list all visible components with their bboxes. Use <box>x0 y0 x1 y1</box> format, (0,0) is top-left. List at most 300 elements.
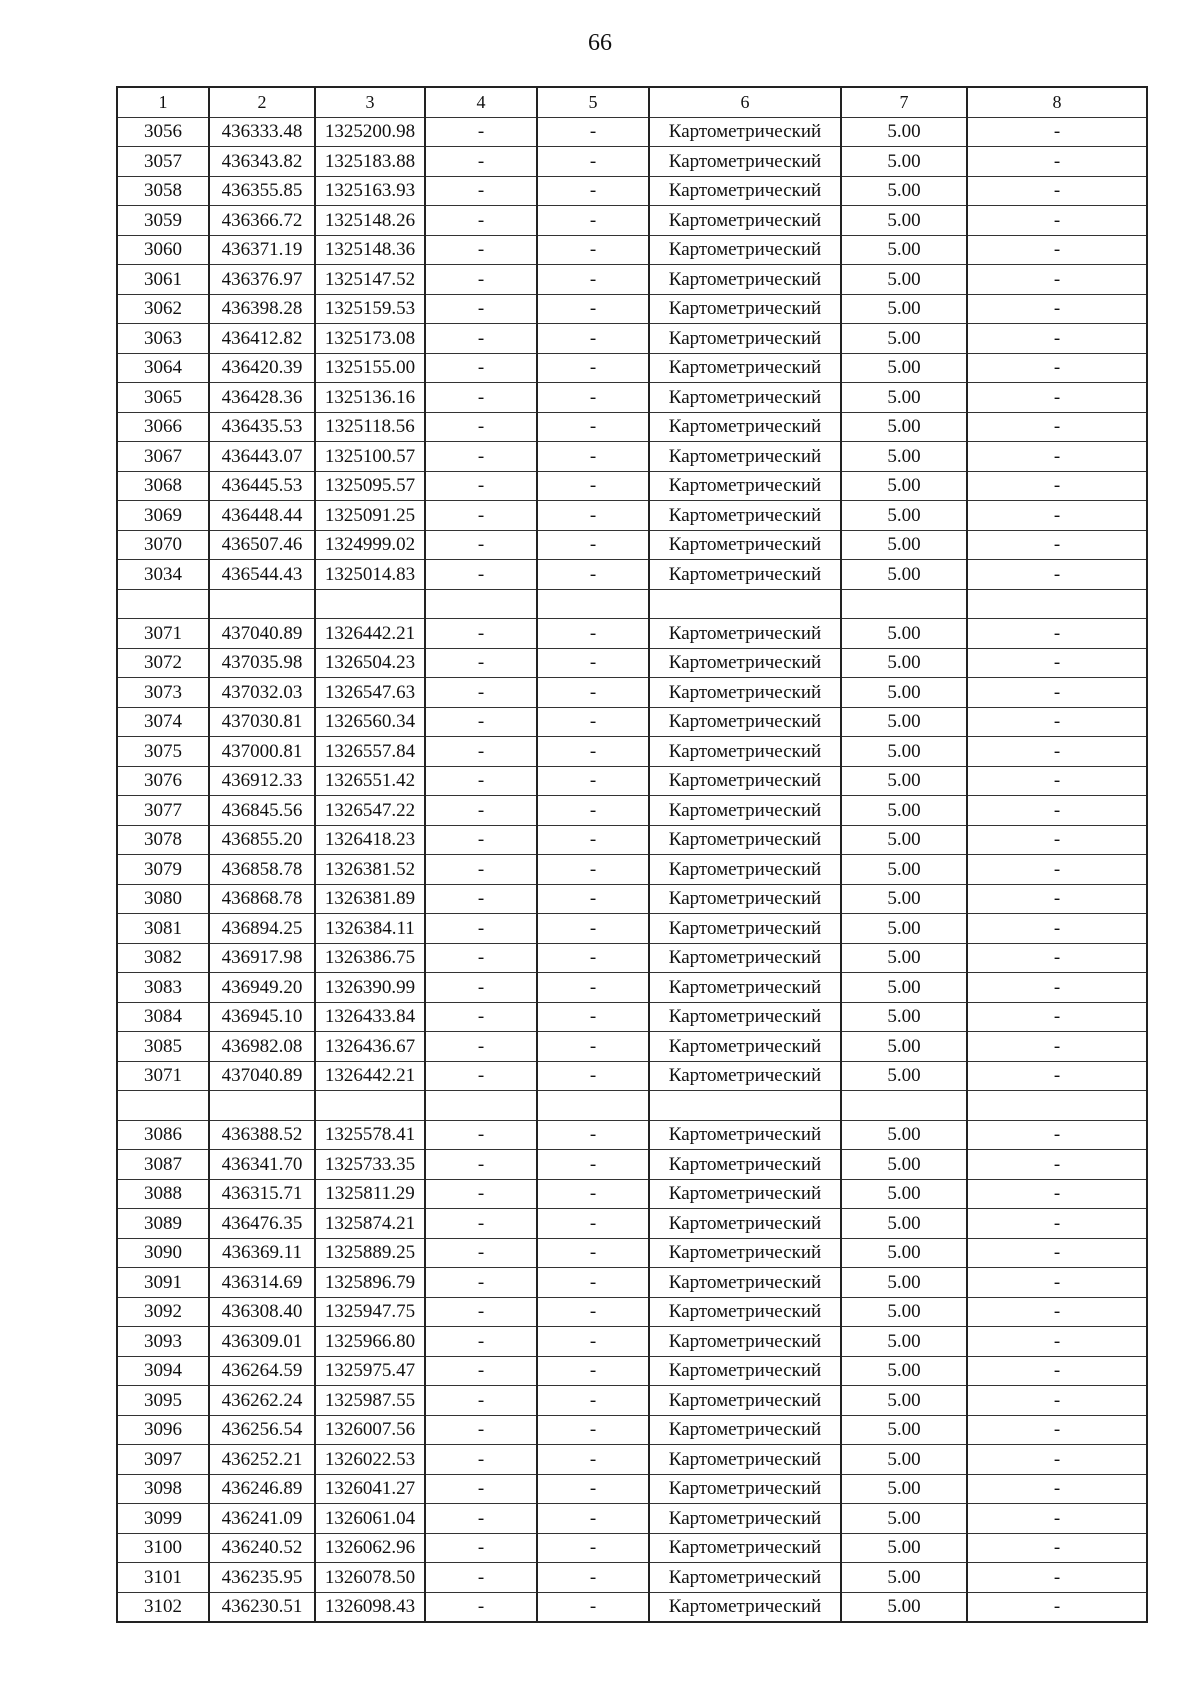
col5-cell: - <box>537 1032 649 1062</box>
accuracy-cell: 5.00 <box>841 501 967 531</box>
accuracy-cell: 5.00 <box>841 1356 967 1386</box>
table-row <box>117 471 1147 501</box>
col4-cell: - <box>425 1327 537 1357</box>
point-number-cell: 3069 <box>117 501 209 531</box>
point-number-cell: 3073 <box>117 678 209 708</box>
point-number-cell: 3081 <box>117 914 209 944</box>
y-coordinate-cell: 1325091.25 <box>315 501 425 531</box>
table-row <box>117 1474 1147 1504</box>
x-coordinate-cell: 436315.71 <box>209 1179 315 1209</box>
col5-cell: - <box>537 1533 649 1563</box>
x-coordinate-cell: 436256.54 <box>209 1415 315 1445</box>
x-coordinate-cell: 436412.82 <box>209 324 315 354</box>
x-coordinate-cell: 436376.97 <box>209 265 315 295</box>
y-coordinate-cell: 1325874.21 <box>315 1209 425 1239</box>
col5-cell: - <box>537 117 649 147</box>
accuracy-cell: 5.00 <box>841 471 967 501</box>
y-coordinate-cell: 1325987.55 <box>315 1386 425 1416</box>
accuracy-cell: 5.00 <box>841 1061 967 1091</box>
col5-cell: - <box>537 737 649 767</box>
y-coordinate-cell <box>315 1091 425 1121</box>
col8-cell: - <box>967 737 1147 767</box>
x-coordinate-cell: 436371.19 <box>209 235 315 265</box>
col8-cell: - <box>967 855 1147 885</box>
point-number-cell: 3071 <box>117 619 209 649</box>
col4-cell <box>425 589 537 619</box>
col4-cell: - <box>425 294 537 324</box>
method-cell: Картометрический <box>649 176 841 206</box>
col5-cell: - <box>537 796 649 826</box>
col8-cell: - <box>967 1327 1147 1357</box>
accuracy-cell: 5.00 <box>841 265 967 295</box>
accuracy-cell: 5.00 <box>841 766 967 796</box>
point-number-cell: 3096 <box>117 1415 209 1445</box>
col4-cell: - <box>425 117 537 147</box>
y-coordinate-cell: 1326504.23 <box>315 648 425 678</box>
accuracy-cell: 5.00 <box>841 825 967 855</box>
point-number-cell: 3070 <box>117 530 209 560</box>
table-row <box>117 206 1147 236</box>
table-row <box>117 383 1147 413</box>
method-cell: Картометрический <box>649 943 841 973</box>
point-number-cell: 3077 <box>117 796 209 826</box>
accuracy-cell: 5.00 <box>841 1445 967 1475</box>
separator-row <box>117 589 1147 619</box>
col8-cell: - <box>967 265 1147 295</box>
col5-cell: - <box>537 1061 649 1091</box>
col4-cell: - <box>425 1268 537 1298</box>
point-number-cell: 3080 <box>117 884 209 914</box>
y-coordinate-cell: 1325896.79 <box>315 1268 425 1298</box>
point-number-cell: 3084 <box>117 1002 209 1032</box>
col8-cell: - <box>967 678 1147 708</box>
accuracy-cell: 5.00 <box>841 147 967 177</box>
col4-cell: - <box>425 1356 537 1386</box>
point-number-cell: 3067 <box>117 442 209 472</box>
col8-cell: - <box>967 442 1147 472</box>
col8-cell: - <box>967 766 1147 796</box>
point-number-cell <box>117 1091 209 1121</box>
y-coordinate-cell: 1326547.22 <box>315 796 425 826</box>
accuracy-cell: 5.00 <box>841 796 967 826</box>
col8-cell: - <box>967 914 1147 944</box>
table-row <box>117 973 1147 1003</box>
y-coordinate-cell: 1325578.41 <box>315 1120 425 1150</box>
method-cell: Картометрический <box>649 1209 841 1239</box>
col5-cell: - <box>537 206 649 236</box>
col4-cell: - <box>425 147 537 177</box>
table-row <box>117 1268 1147 1298</box>
x-coordinate-cell: 436949.20 <box>209 973 315 1003</box>
x-coordinate-cell: 436982.08 <box>209 1032 315 1062</box>
col8-cell: - <box>967 1474 1147 1504</box>
point-number-cell: 3079 <box>117 855 209 885</box>
col8-cell: - <box>967 530 1147 560</box>
col4-cell: - <box>425 1238 537 1268</box>
col5-cell: - <box>537 1474 649 1504</box>
y-coordinate-cell: 1325148.26 <box>315 206 425 236</box>
y-coordinate-cell: 1325100.57 <box>315 442 425 472</box>
method-cell: Картометрический <box>649 855 841 885</box>
accuracy-cell: 5.00 <box>841 855 967 885</box>
col5-cell: - <box>537 1356 649 1386</box>
table-row <box>117 1209 1147 1239</box>
x-coordinate-cell <box>209 589 315 619</box>
x-coordinate-cell: 437030.81 <box>209 707 315 737</box>
col5-cell: - <box>537 707 649 737</box>
y-coordinate-cell: 1326557.84 <box>315 737 425 767</box>
col5-cell: - <box>537 678 649 708</box>
col5-cell: - <box>537 1563 649 1593</box>
point-number-cell: 3057 <box>117 147 209 177</box>
accuracy-cell: 5.00 <box>841 884 967 914</box>
col8-cell: - <box>967 1563 1147 1593</box>
y-coordinate-cell: 1326551.42 <box>315 766 425 796</box>
x-coordinate-cell: 437000.81 <box>209 737 315 767</box>
table-row <box>117 324 1147 354</box>
point-number-cell: 3097 <box>117 1445 209 1475</box>
method-cell: Картометрический <box>649 707 841 737</box>
method-cell: Картометрический <box>649 235 841 265</box>
point-number-cell: 3088 <box>117 1179 209 1209</box>
table-row <box>117 1563 1147 1593</box>
col5-cell: - <box>537 1179 649 1209</box>
col8-cell: - <box>967 1386 1147 1416</box>
point-number-cell: 3098 <box>117 1474 209 1504</box>
column-header: 7 <box>841 87 967 117</box>
accuracy-cell: 5.00 <box>841 412 967 442</box>
table-row <box>117 1327 1147 1357</box>
table-row <box>117 1592 1147 1622</box>
table-row <box>117 1150 1147 1180</box>
method-cell: Картометрический <box>649 1002 841 1032</box>
accuracy-cell: 5.00 <box>841 1533 967 1563</box>
accuracy-cell: 5.00 <box>841 648 967 678</box>
x-coordinate-cell: 436443.07 <box>209 442 315 472</box>
col5-cell <box>537 1091 649 1121</box>
table-row <box>117 353 1147 383</box>
y-coordinate-cell: 1325733.35 <box>315 1150 425 1180</box>
col4-cell: - <box>425 855 537 885</box>
point-number-cell: 3100 <box>117 1533 209 1563</box>
y-coordinate-cell: 1326022.53 <box>315 1445 425 1475</box>
col5-cell: - <box>537 914 649 944</box>
col4-cell: - <box>425 1445 537 1475</box>
point-number-cell: 3074 <box>117 707 209 737</box>
x-coordinate-cell: 437040.89 <box>209 619 315 649</box>
method-cell: Картометрический <box>649 265 841 295</box>
col8-cell <box>967 589 1147 619</box>
point-number-cell: 3062 <box>117 294 209 324</box>
x-coordinate-cell: 436544.43 <box>209 560 315 590</box>
method-cell: Картометрический <box>649 1238 841 1268</box>
y-coordinate-cell: 1325155.00 <box>315 353 425 383</box>
point-number-cell: 3071 <box>117 1061 209 1091</box>
table-row <box>117 884 1147 914</box>
col8-cell: - <box>967 353 1147 383</box>
col5-cell: - <box>537 147 649 177</box>
column-header: 4 <box>425 87 537 117</box>
col8-cell: - <box>967 560 1147 590</box>
table-row <box>117 914 1147 944</box>
col4-cell: - <box>425 1415 537 1445</box>
col4-cell: - <box>425 560 537 590</box>
table-row <box>117 1504 1147 1534</box>
col4-cell: - <box>425 176 537 206</box>
y-coordinate-cell: 1325163.93 <box>315 176 425 206</box>
col8-cell: - <box>967 1238 1147 1268</box>
col4-cell: - <box>425 914 537 944</box>
col8-cell: - <box>967 973 1147 1003</box>
point-number-cell: 3089 <box>117 1209 209 1239</box>
y-coordinate-cell: 1325889.25 <box>315 1238 425 1268</box>
table-row <box>117 412 1147 442</box>
col4-cell: - <box>425 648 537 678</box>
col8-cell: - <box>967 648 1147 678</box>
x-coordinate-cell: 436355.85 <box>209 176 315 206</box>
col4-cell: - <box>425 1032 537 1062</box>
method-cell <box>649 1091 841 1121</box>
table-row <box>117 265 1147 295</box>
table-row <box>117 1238 1147 1268</box>
col4-cell: - <box>425 766 537 796</box>
accuracy-cell: 5.00 <box>841 1150 967 1180</box>
col5-cell: - <box>537 265 649 295</box>
table-row <box>117 1356 1147 1386</box>
accuracy-cell: 5.00 <box>841 1268 967 1298</box>
y-coordinate-cell: 1325159.53 <box>315 294 425 324</box>
x-coordinate-cell <box>209 1091 315 1121</box>
col4-cell: - <box>425 1592 537 1622</box>
accuracy-cell: 5.00 <box>841 235 967 265</box>
point-number-cell: 3082 <box>117 943 209 973</box>
col4-cell: - <box>425 501 537 531</box>
y-coordinate-cell: 1326442.21 <box>315 1061 425 1091</box>
accuracy-cell: 5.00 <box>841 117 967 147</box>
col5-cell: - <box>537 1150 649 1180</box>
point-number-cell: 3087 <box>117 1150 209 1180</box>
col4-cell: - <box>425 1179 537 1209</box>
col5-cell: - <box>537 442 649 472</box>
col8-cell: - <box>967 1504 1147 1534</box>
method-cell: Картометрический <box>649 1061 841 1091</box>
col8-cell: - <box>967 1533 1147 1563</box>
col4-cell: - <box>425 737 537 767</box>
accuracy-cell: 5.00 <box>841 737 967 767</box>
table-row <box>117 707 1147 737</box>
accuracy-cell: 5.00 <box>841 560 967 590</box>
table-row <box>117 796 1147 826</box>
col5-cell: - <box>537 1327 649 1357</box>
y-coordinate-cell: 1326062.96 <box>315 1533 425 1563</box>
col5-cell: - <box>537 943 649 973</box>
col8-cell: - <box>967 707 1147 737</box>
column-header: 1 <box>117 87 209 117</box>
table-row <box>117 737 1147 767</box>
col5-cell: - <box>537 294 649 324</box>
y-coordinate-cell: 1326078.50 <box>315 1563 425 1593</box>
x-coordinate-cell: 436309.01 <box>209 1327 315 1357</box>
col8-cell: - <box>967 294 1147 324</box>
table-row <box>117 766 1147 796</box>
col5-cell: - <box>537 1120 649 1150</box>
point-number-cell: 3056 <box>117 117 209 147</box>
col8-cell: - <box>967 1150 1147 1180</box>
x-coordinate-cell: 436868.78 <box>209 884 315 914</box>
x-coordinate-cell: 436435.53 <box>209 412 315 442</box>
table-row <box>117 501 1147 531</box>
point-number-cell: 3095 <box>117 1386 209 1416</box>
x-coordinate-cell: 436476.35 <box>209 1209 315 1239</box>
col4-cell: - <box>425 1061 537 1091</box>
x-coordinate-cell: 436945.10 <box>209 1002 315 1032</box>
col4-cell: - <box>425 1209 537 1239</box>
table-row <box>117 235 1147 265</box>
y-coordinate-cell: 1325136.16 <box>315 383 425 413</box>
accuracy-cell: 5.00 <box>841 176 967 206</box>
column-header: 2 <box>209 87 315 117</box>
accuracy-cell: 5.00 <box>841 206 967 236</box>
method-cell: Картометрический <box>649 1120 841 1150</box>
point-number-cell: 3086 <box>117 1120 209 1150</box>
col4-cell: - <box>425 796 537 826</box>
table-row <box>117 442 1147 472</box>
table-row <box>117 1445 1147 1475</box>
col4-cell: - <box>425 973 537 1003</box>
method-cell: Картометрический <box>649 147 841 177</box>
y-coordinate-cell: 1326547.63 <box>315 678 425 708</box>
col4-cell: - <box>425 471 537 501</box>
table-body <box>117 87 1147 1622</box>
col5-cell: - <box>537 1592 649 1622</box>
col4-cell: - <box>425 383 537 413</box>
col5-cell: - <box>537 1415 649 1445</box>
table-header-row <box>117 87 1147 117</box>
accuracy-cell: 5.00 <box>841 707 967 737</box>
y-coordinate-cell: 1325148.36 <box>315 235 425 265</box>
table-row <box>117 648 1147 678</box>
table-row <box>117 1297 1147 1327</box>
col8-cell: - <box>967 324 1147 354</box>
method-cell: Картометрический <box>649 1592 841 1622</box>
col8-cell: - <box>967 147 1147 177</box>
col5-cell: - <box>537 825 649 855</box>
point-number-cell: 3058 <box>117 176 209 206</box>
col4-cell: - <box>425 353 537 383</box>
col8-cell: - <box>967 1061 1147 1091</box>
point-number-cell: 3075 <box>117 737 209 767</box>
col8-cell: - <box>967 1120 1147 1150</box>
x-coordinate-cell: 436855.20 <box>209 825 315 855</box>
col5-cell: - <box>537 855 649 885</box>
column-header: 3 <box>315 87 425 117</box>
col4-cell: - <box>425 1120 537 1150</box>
method-cell: Картометрический <box>649 1150 841 1180</box>
y-coordinate-cell: 1325947.75 <box>315 1297 425 1327</box>
col8-cell: - <box>967 943 1147 973</box>
accuracy-cell <box>841 1091 967 1121</box>
table-row <box>117 678 1147 708</box>
point-number-cell: 3083 <box>117 973 209 1003</box>
method-cell: Картометрический <box>649 678 841 708</box>
col5-cell: - <box>537 648 649 678</box>
point-number-cell: 3078 <box>117 825 209 855</box>
y-coordinate-cell: 1326384.11 <box>315 914 425 944</box>
method-cell: Картометрический <box>649 501 841 531</box>
table-row <box>117 1179 1147 1209</box>
x-coordinate-cell: 436314.69 <box>209 1268 315 1298</box>
x-coordinate-cell: 436240.52 <box>209 1533 315 1563</box>
col5-cell <box>537 589 649 619</box>
method-cell: Картометрический <box>649 530 841 560</box>
col4-cell: - <box>425 530 537 560</box>
method-cell: Картометрический <box>649 560 841 590</box>
table-row <box>117 1002 1147 1032</box>
y-coordinate-cell: 1326007.56 <box>315 1415 425 1445</box>
col5-cell: - <box>537 353 649 383</box>
y-coordinate-cell: 1325173.08 <box>315 324 425 354</box>
col5-cell: - <box>537 412 649 442</box>
point-number-cell: 3076 <box>117 766 209 796</box>
col8-cell: - <box>967 796 1147 826</box>
x-coordinate-cell: 436858.78 <box>209 855 315 885</box>
method-cell: Картометрический <box>649 796 841 826</box>
col4-cell: - <box>425 884 537 914</box>
y-coordinate-cell: 1326041.27 <box>315 1474 425 1504</box>
col5-cell: - <box>537 471 649 501</box>
x-coordinate-cell: 436252.21 <box>209 1445 315 1475</box>
accuracy-cell: 5.00 <box>841 442 967 472</box>
table-row <box>117 825 1147 855</box>
table-row <box>117 855 1147 885</box>
col4-cell: - <box>425 1002 537 1032</box>
method-cell: Картометрический <box>649 737 841 767</box>
x-coordinate-cell: 436369.11 <box>209 1238 315 1268</box>
accuracy-cell: 5.00 <box>841 530 967 560</box>
method-cell: Картометрический <box>649 1445 841 1475</box>
col5-cell: - <box>537 1297 649 1327</box>
method-cell: Картометрический <box>649 1386 841 1416</box>
x-coordinate-cell: 436894.25 <box>209 914 315 944</box>
x-coordinate-cell: 436343.82 <box>209 147 315 177</box>
point-number-cell: 3061 <box>117 265 209 295</box>
method-cell: Картометрический <box>649 648 841 678</box>
method-cell: Картометрический <box>649 825 841 855</box>
col4-cell: - <box>425 1563 537 1593</box>
col4-cell: - <box>425 412 537 442</box>
col8-cell: - <box>967 1268 1147 1298</box>
y-coordinate-cell: 1326098.43 <box>315 1592 425 1622</box>
col4-cell: - <box>425 235 537 265</box>
col8-cell: - <box>967 412 1147 442</box>
method-cell: Картометрический <box>649 1032 841 1062</box>
y-coordinate-cell: 1326390.99 <box>315 973 425 1003</box>
y-coordinate-cell: 1325014.83 <box>315 560 425 590</box>
method-cell: Картометрический <box>649 1268 841 1298</box>
col8-cell <box>967 1091 1147 1121</box>
accuracy-cell: 5.00 <box>841 973 967 1003</box>
x-coordinate-cell: 437032.03 <box>209 678 315 708</box>
method-cell: Картометрический <box>649 914 841 944</box>
accuracy-cell: 5.00 <box>841 1002 967 1032</box>
col8-cell: - <box>967 501 1147 531</box>
point-number-cell: 3034 <box>117 560 209 590</box>
accuracy-cell: 5.00 <box>841 914 967 944</box>
col4-cell: - <box>425 1533 537 1563</box>
table-row <box>117 1032 1147 1062</box>
x-coordinate-cell: 436420.39 <box>209 353 315 383</box>
method-cell: Картометрический <box>649 1415 841 1445</box>
